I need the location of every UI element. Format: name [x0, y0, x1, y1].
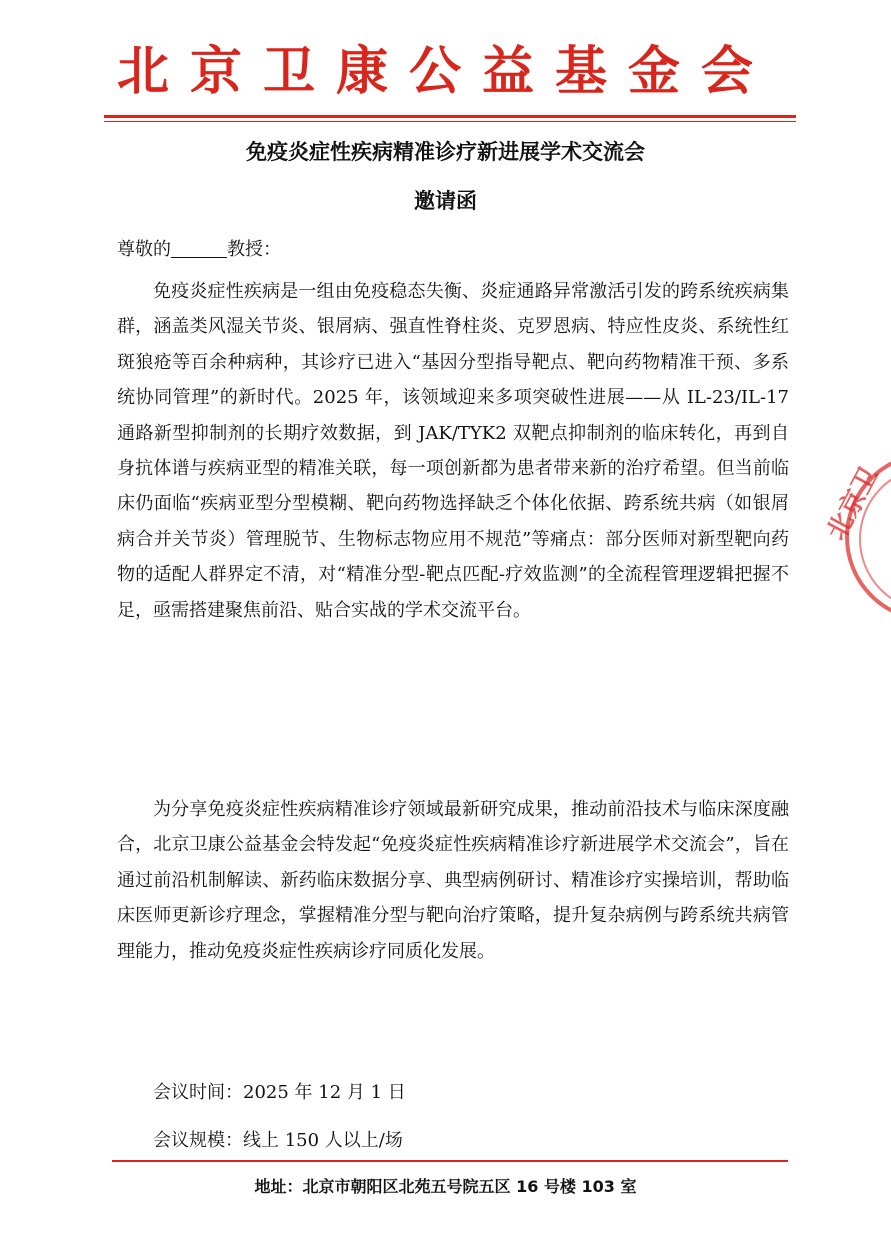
meeting-scale: 会议规模：线上 150 人以上/场 — [153, 1130, 403, 1151]
footer-address: 地址：北京市朝阳区北苑五号院五区 16 号楼 103 室 — [254, 1177, 637, 1196]
letterhead-rule-thin — [104, 121, 796, 122]
letterhead-org-name: 北京卫康公益基金会 — [116, 41, 774, 102]
document-title: 免疫炎症性疾病精准诊疗新进展学术交流会 — [246, 140, 645, 164]
salutation-prefix: 尊敬的 — [117, 239, 171, 260]
letterhead-rule-thick — [104, 115, 796, 118]
salutation — [117, 232, 789, 267]
document-subtitle: 邀请函 — [414, 189, 477, 213]
name-blank — [171, 239, 227, 258]
salutation-suffix: 教授： — [227, 239, 281, 260]
body-paragraph-1: 免疫炎症性疾病是一组由免疫稳态失衡、炎症通路异常激活引发的跨系统疾病集群，涵盖类风湿关节炎、银屑病、强直性脊柱炎、克罗恩病、特应性皮炎、系统性红斑狼疮等百余种病种，其诊疗已进入“基因分型指导靶点、靶向药物精准干预、多系统协同管理”的新时代。2025 年，该领域迎来多项突破性进展——从 IL-23/IL-17 通路新型抑制剂的长期疗效数据，到 JAK/TYK2 双靶点抑制剂的临床转化，再到自身抗体谱与疾病亚型的精准关联，每一项创新都为患者带来新的治疗希望。但当前临床仍面临“疾病亚型分型模糊、靶向药物选择缺乏个体化依据、跨系统共病（如银屑病合并关节炎）管理脱节、生物标志物应用不规范”等痛点：部分医师对新型靶向药物的适配人群界定不清，对“精准分型-靶点匹配-疗效监测”的全流程管理逻辑把握不足，亟需搭建聚焦前沿、贴合实战的学术交流平台。 — [117, 281, 789, 621]
footer-rule — [112, 1160, 788, 1162]
seal-text: 北京卫 — [821, 462, 885, 546]
meeting-time: 会议时间：2025 年 12 月 1 日 — [153, 1082, 406, 1103]
official-seal — [821, 452, 891, 622]
body-paragraph-2: 为分享免疫炎症性疾病精准诊疗领域最新研究成果，推动前沿技术与临床深度融合，北京卫康公益基金会特发起“免疫炎症性疾病精准诊疗新进展学术交流会”，旨在通过前沿机制解读、新药临床数据分享、典型病例研讨、精准诊疗实操培训，帮助临床医师更新诊疗理念，掌握精准分型与靶向治疗策略，提升复杂病例与跨系统共病管理能力，推动免疫炎症性疾病诊疗同质化发展。 — [117, 799, 789, 962]
